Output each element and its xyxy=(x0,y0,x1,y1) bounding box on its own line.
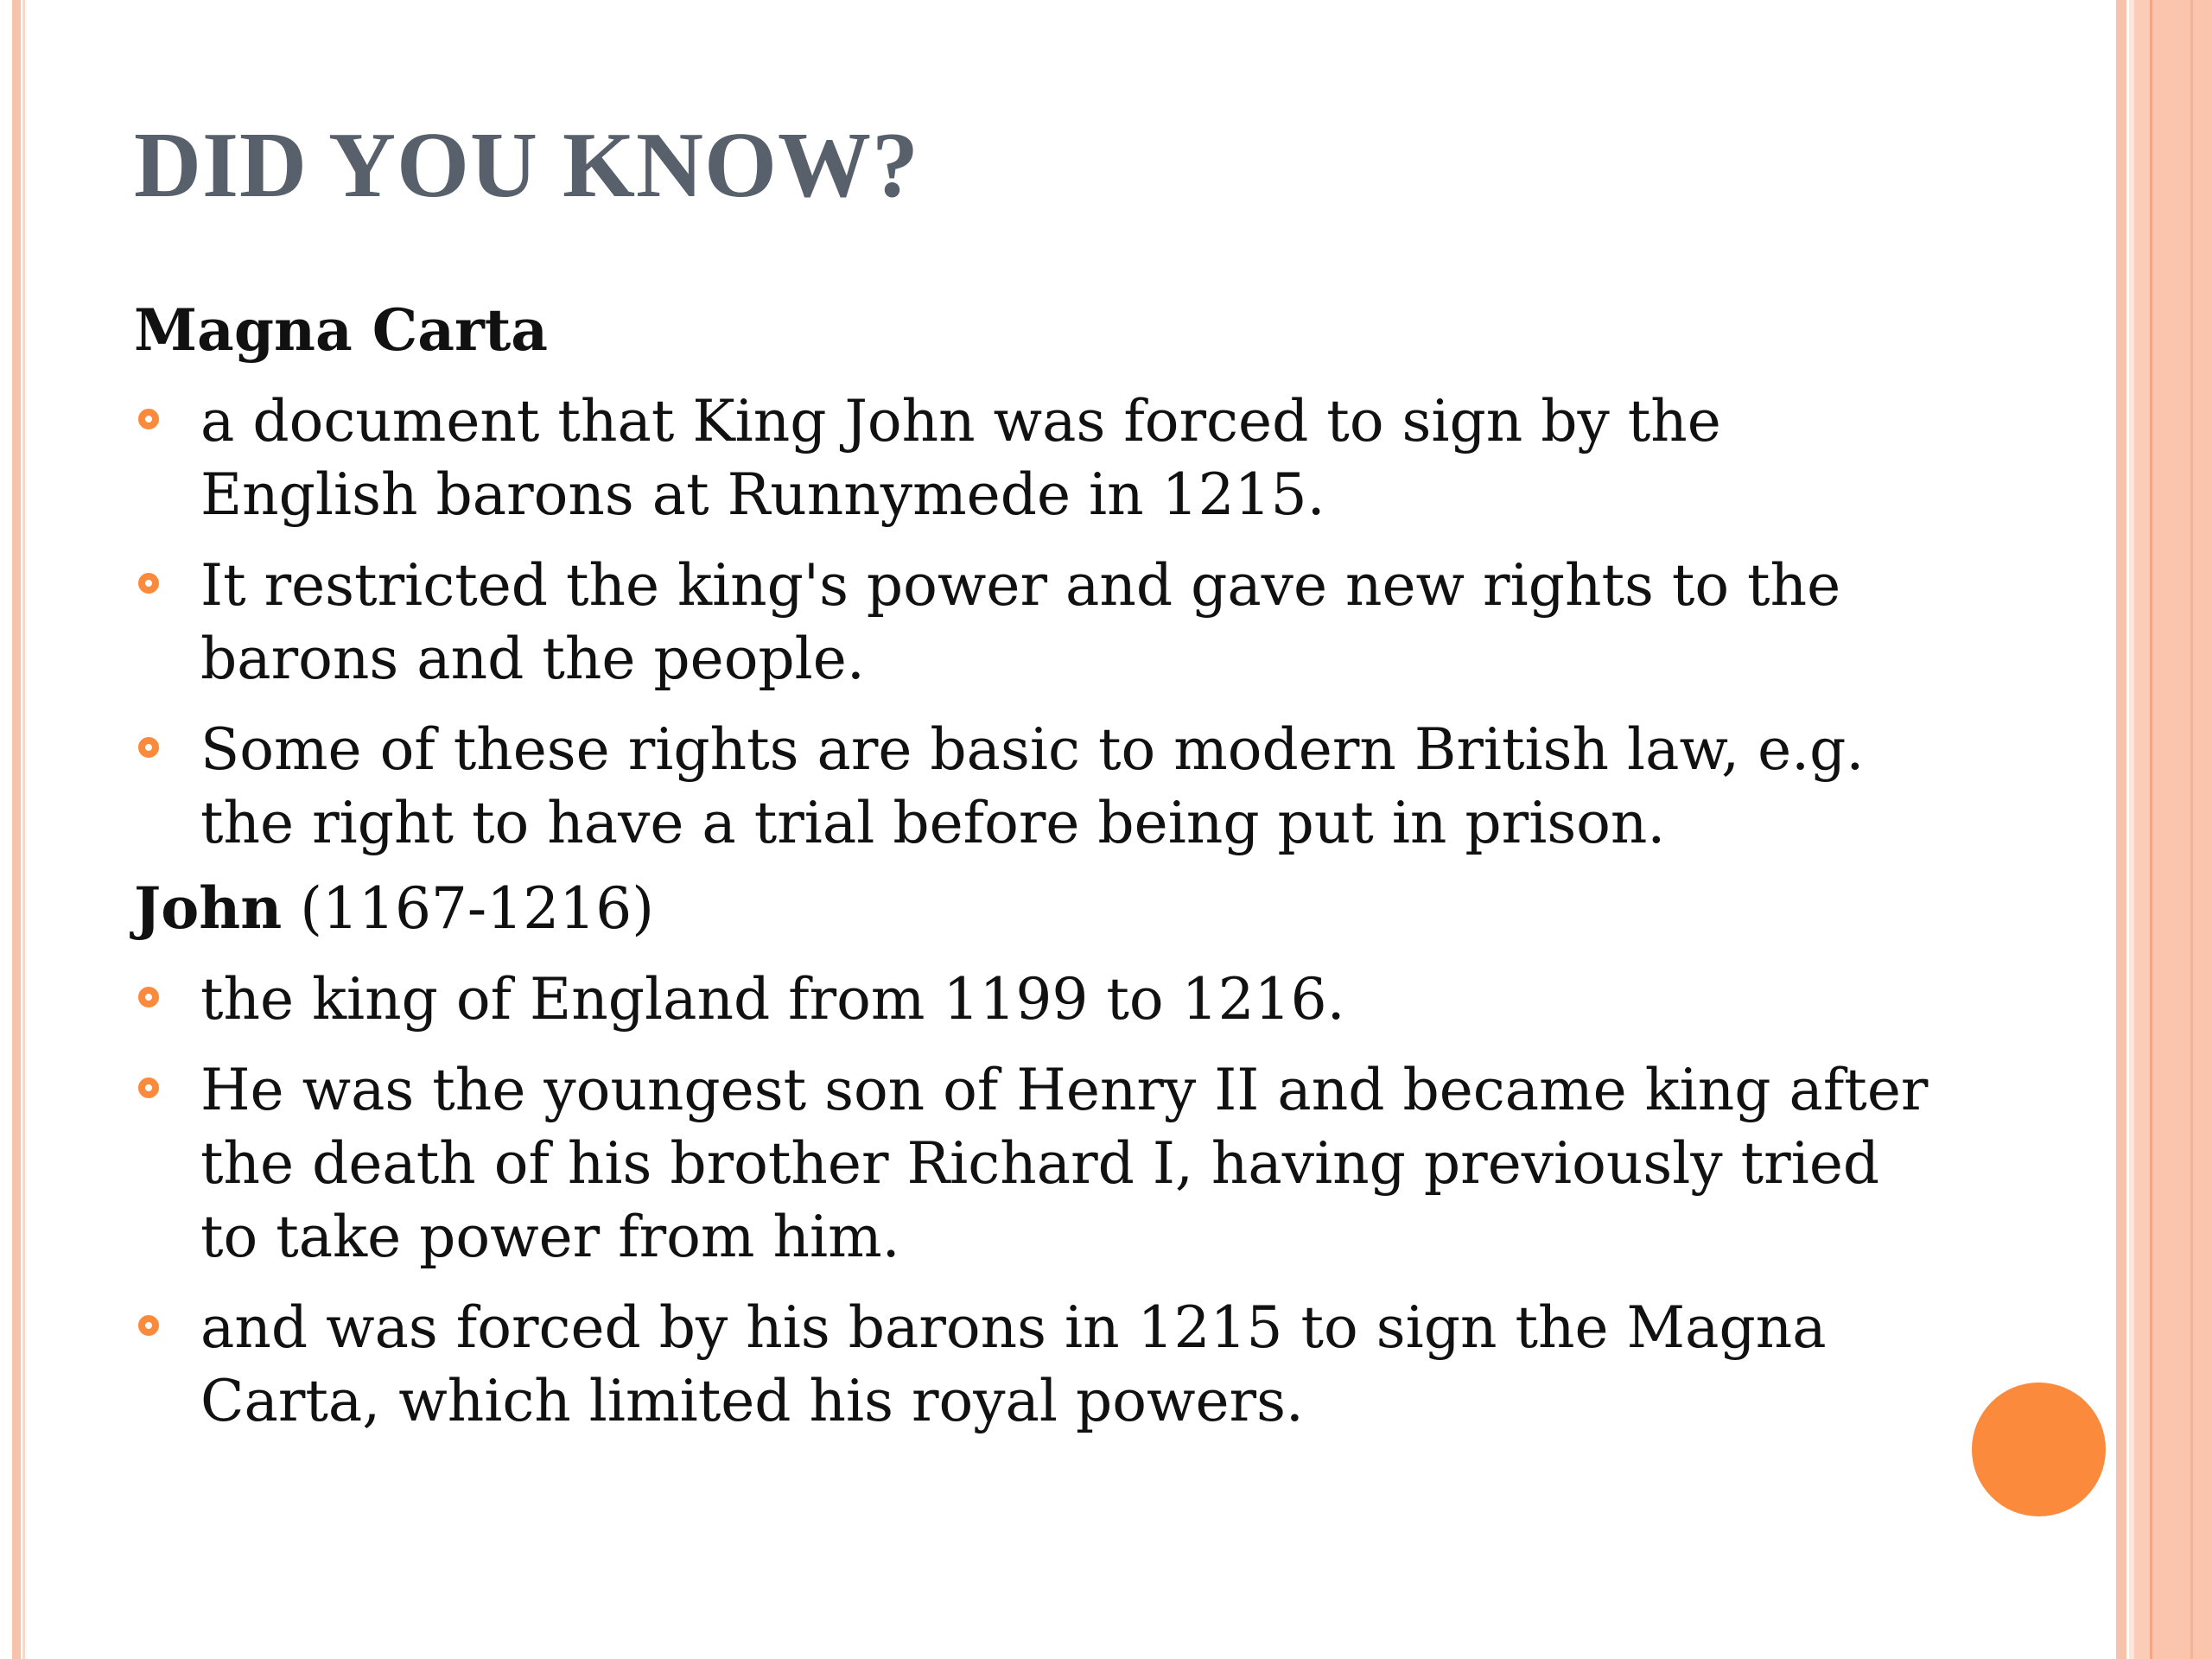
list-item xyxy=(134,1291,1948,1438)
section-heading-bold: John xyxy=(134,874,283,942)
bullet-list xyxy=(134,963,1948,1438)
bullet-text: Some of these rights are basic to modern British law, e.g. the right to have a trial before being put in prison. xyxy=(200,716,1865,856)
bullet-text: He was the youngest son of Henry II and became king after the death of his brother Richard I, having previously tried to take power from him. xyxy=(200,1057,1929,1270)
bullet-text: the king of England from 1199 to 1216. xyxy=(200,966,1345,1033)
right-border-stripe xyxy=(2152,0,2212,1659)
bullet-text: a document that King John was forced to sign by the English barons at Runnymede in 1215. xyxy=(200,388,1721,528)
section-heading-bold: Magna Carta xyxy=(134,296,549,364)
left-border-stripe xyxy=(12,0,21,1659)
list-item xyxy=(134,713,1948,860)
bullet-list xyxy=(134,385,1948,860)
bullet-circle-icon xyxy=(138,1315,159,1336)
section-heading-rest: (1167-1216) xyxy=(282,875,654,942)
slide-title: DID YOU KNOW? xyxy=(134,114,920,217)
bullet-text: and was forced by his barons in 1215 to sign the Magna Carta, which limited his royal powers. xyxy=(200,1294,1827,1434)
list-item xyxy=(134,963,1948,1036)
section-heading xyxy=(134,872,1948,945)
right-decorative-border xyxy=(2108,0,2212,1659)
section-heading xyxy=(134,294,1948,367)
bullet-circle-icon xyxy=(138,1077,159,1098)
bullet-text: It restricted the king's power and gave new rights to the barons and the people. xyxy=(200,552,1841,692)
section-john xyxy=(134,872,1948,1438)
section-magna-carta xyxy=(134,294,1948,860)
right-border-stripe xyxy=(2116,0,2126,1659)
list-item xyxy=(134,1053,1948,1274)
slide-content xyxy=(134,294,1948,1455)
right-border-stripe xyxy=(2134,0,2150,1659)
bullet-circle-icon xyxy=(138,987,159,1007)
bullet-circle-icon xyxy=(138,737,159,758)
list-item xyxy=(134,385,1948,531)
decorative-orange-circle xyxy=(1972,1382,2106,1516)
bullet-circle-icon xyxy=(138,573,159,594)
left-decorative-border xyxy=(0,0,28,1659)
right-border-stripe xyxy=(2190,0,2193,1659)
left-border-stripe-light xyxy=(22,0,25,1659)
list-item xyxy=(134,549,1948,696)
bullet-circle-icon xyxy=(138,409,159,429)
